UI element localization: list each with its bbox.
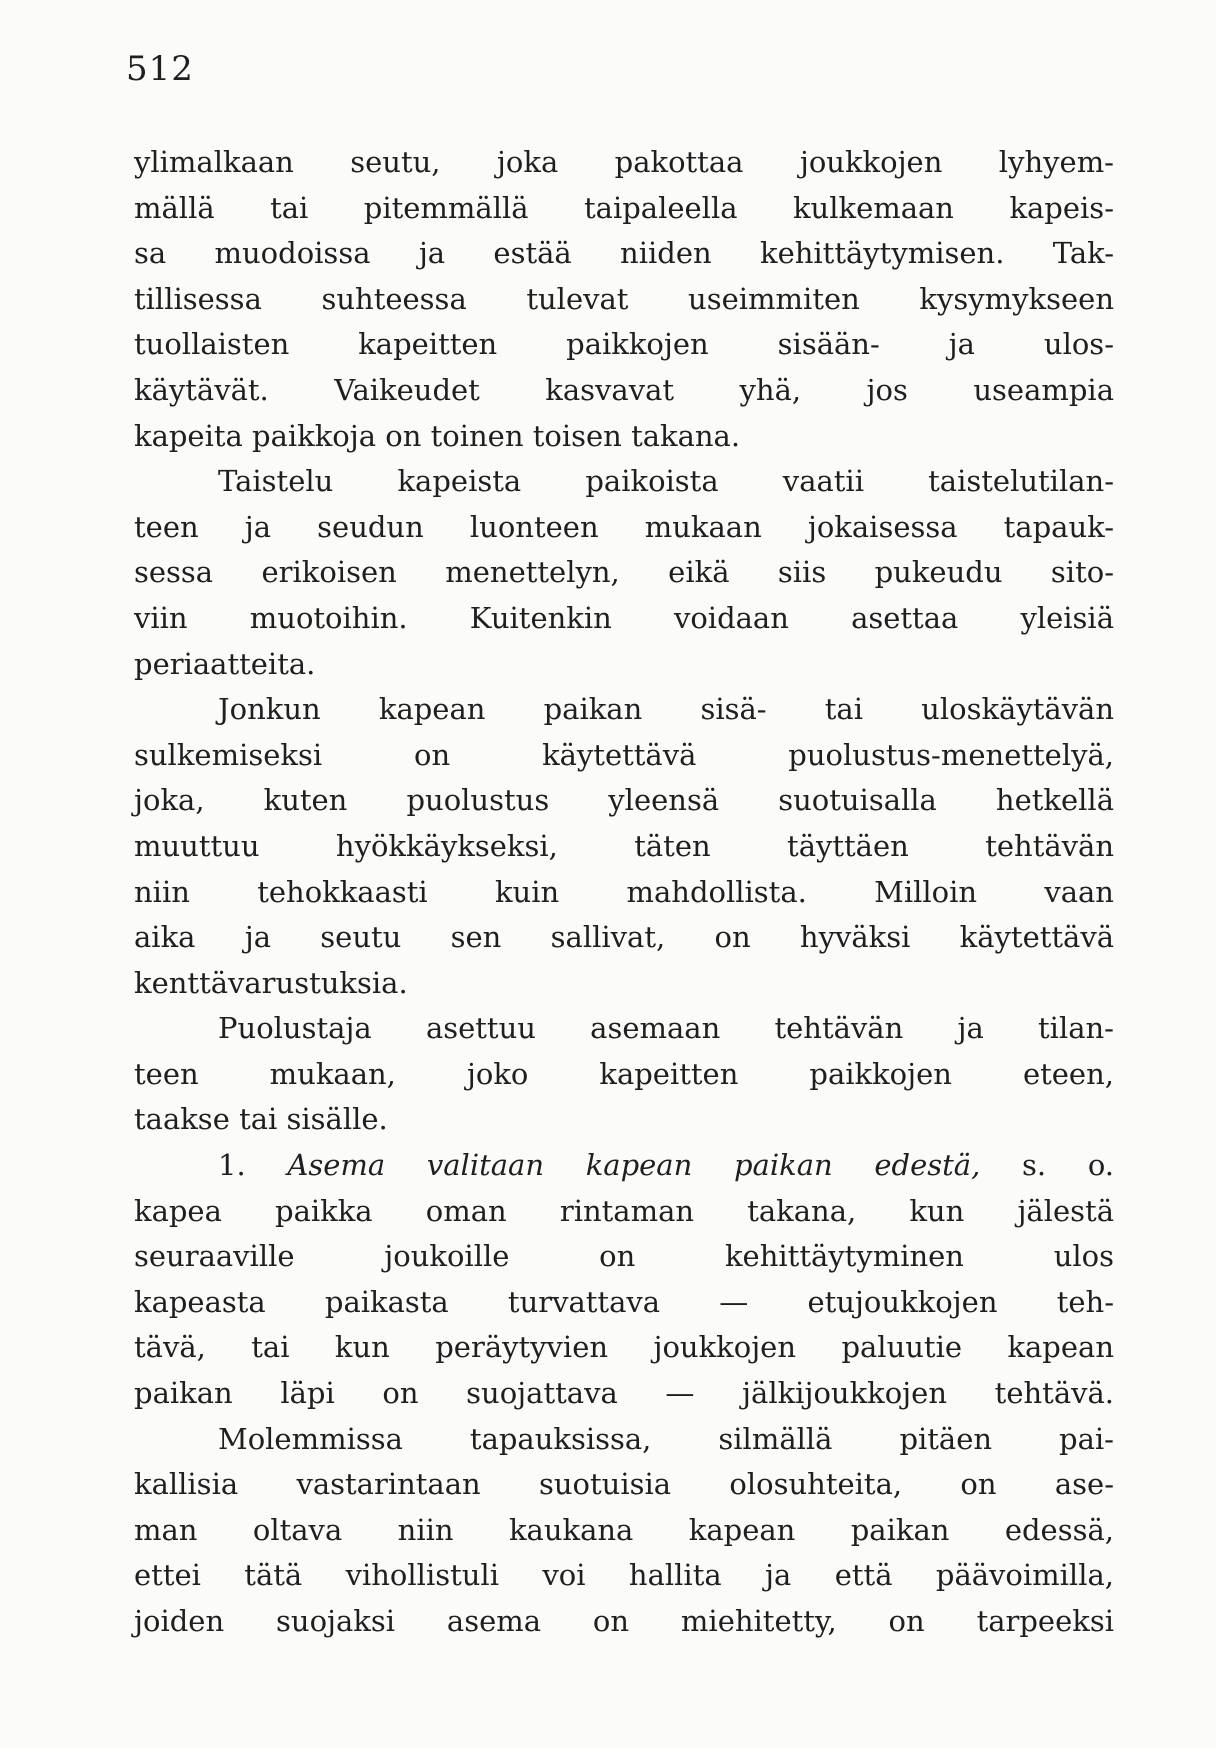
line-suffix: s. o. bbox=[980, 1148, 1115, 1183]
text-line: tävä, tai kun peräytyvien joukkojen paluutie kapean bbox=[134, 1330, 1114, 1365]
text-line: taakse tai sisälle. bbox=[134, 1102, 388, 1137]
text-line: tuollaisten kapeitten paikkojen sisään- ja ulos- bbox=[134, 327, 1114, 362]
text-line: seuraaville joukoille on kehittäytyminen ulos bbox=[134, 1239, 1114, 1274]
text-line: aika ja seutu sen sallivat, on hyväksi käytettävä bbox=[134, 920, 1114, 955]
text-line: Jonkun kapean paikan sisä- tai uloskäytävän bbox=[218, 692, 1114, 727]
text-line: muuttuu hyökkäykseksi, täten täyttäen tehtävän bbox=[134, 828, 1114, 863]
line-prefix: 1. bbox=[218, 1148, 288, 1183]
page-number: 512 bbox=[126, 49, 194, 89]
text-line: teen mukaan, joko kapeitten paikkojen eteen, bbox=[134, 1056, 1114, 1091]
text-line: joiden suojaksi asema on miehitetty, on tarpeeksi bbox=[134, 1604, 1114, 1638]
text-line: kapeita paikkoja on toinen toisen takana. bbox=[134, 418, 741, 453]
text-line: periaatteita. bbox=[134, 646, 316, 681]
text-line: mällä tai pitemmällä taipaleella kulkemaan kapeis- bbox=[134, 190, 1114, 225]
text-line: joka, kuten puolustus yleensä suotuisalla hetkellä bbox=[134, 783, 1114, 818]
text-line: kapeasta paikasta turvattava — etujoukkojen teh- bbox=[134, 1284, 1114, 1319]
text-line: Taistelu kapeista paikoista vaatii taistelutilan- bbox=[218, 464, 1114, 499]
text-line: tillisessa suhteessa tulevat useimmiten kysymykseen bbox=[134, 281, 1114, 316]
body-text bbox=[134, 140, 1114, 1645]
text-line: viin muotoihin. Kuitenkin voidaan asettaa yleisiä bbox=[134, 600, 1114, 635]
text-line: ylimalkaan seutu, joka pakottaa joukkojen lyhyem- bbox=[134, 145, 1114, 179]
text-line: man oltava niin kaukana kapean paikan edessä, bbox=[134, 1512, 1114, 1547]
text-line: Molemmissa tapauksissa, silmällä pitäen pai- bbox=[218, 1421, 1114, 1456]
text-line: teen ja seudun luonteen mukaan jokaisessa tapauk- bbox=[134, 509, 1114, 544]
italic-heading: Asema valitaan kapean paikan edestä, bbox=[287, 1148, 981, 1183]
text-line: käytävät. Vaikeudet kasvavat yhä, jos useampia bbox=[134, 372, 1114, 407]
text-line: sessa erikoisen menettelyn, eikä siis pukeudu sito- bbox=[134, 555, 1114, 590]
text-line: niin tehokkaasti kuin mahdollista. Milloin vaan bbox=[134, 874, 1114, 909]
text-line: kallisia vastarintaan suotuisia olosuhteita, on ase- bbox=[134, 1467, 1114, 1502]
text-line: kapea paikka oman rintaman takana, kun jälestä bbox=[134, 1193, 1114, 1228]
text-line: paikan läpi on suojattava — jälkijoukkojen tehtävä. bbox=[134, 1376, 1114, 1411]
text-line: sulkemiseksi on käytettävä puolustus-menettelyä, bbox=[134, 737, 1114, 772]
text-line: kenttävarustuksia. bbox=[134, 965, 408, 1000]
text-line bbox=[134, 1143, 1114, 1189]
text-line: ettei tätä vihollistuli voi hallita ja että päävoimilla, bbox=[134, 1558, 1114, 1593]
text-line: sa muodoissa ja estää niiden kehittäytymisen. Tak- bbox=[134, 236, 1114, 271]
text-line: Puolustaja asettuu asemaan tehtävän ja tilan- bbox=[218, 1011, 1114, 1046]
